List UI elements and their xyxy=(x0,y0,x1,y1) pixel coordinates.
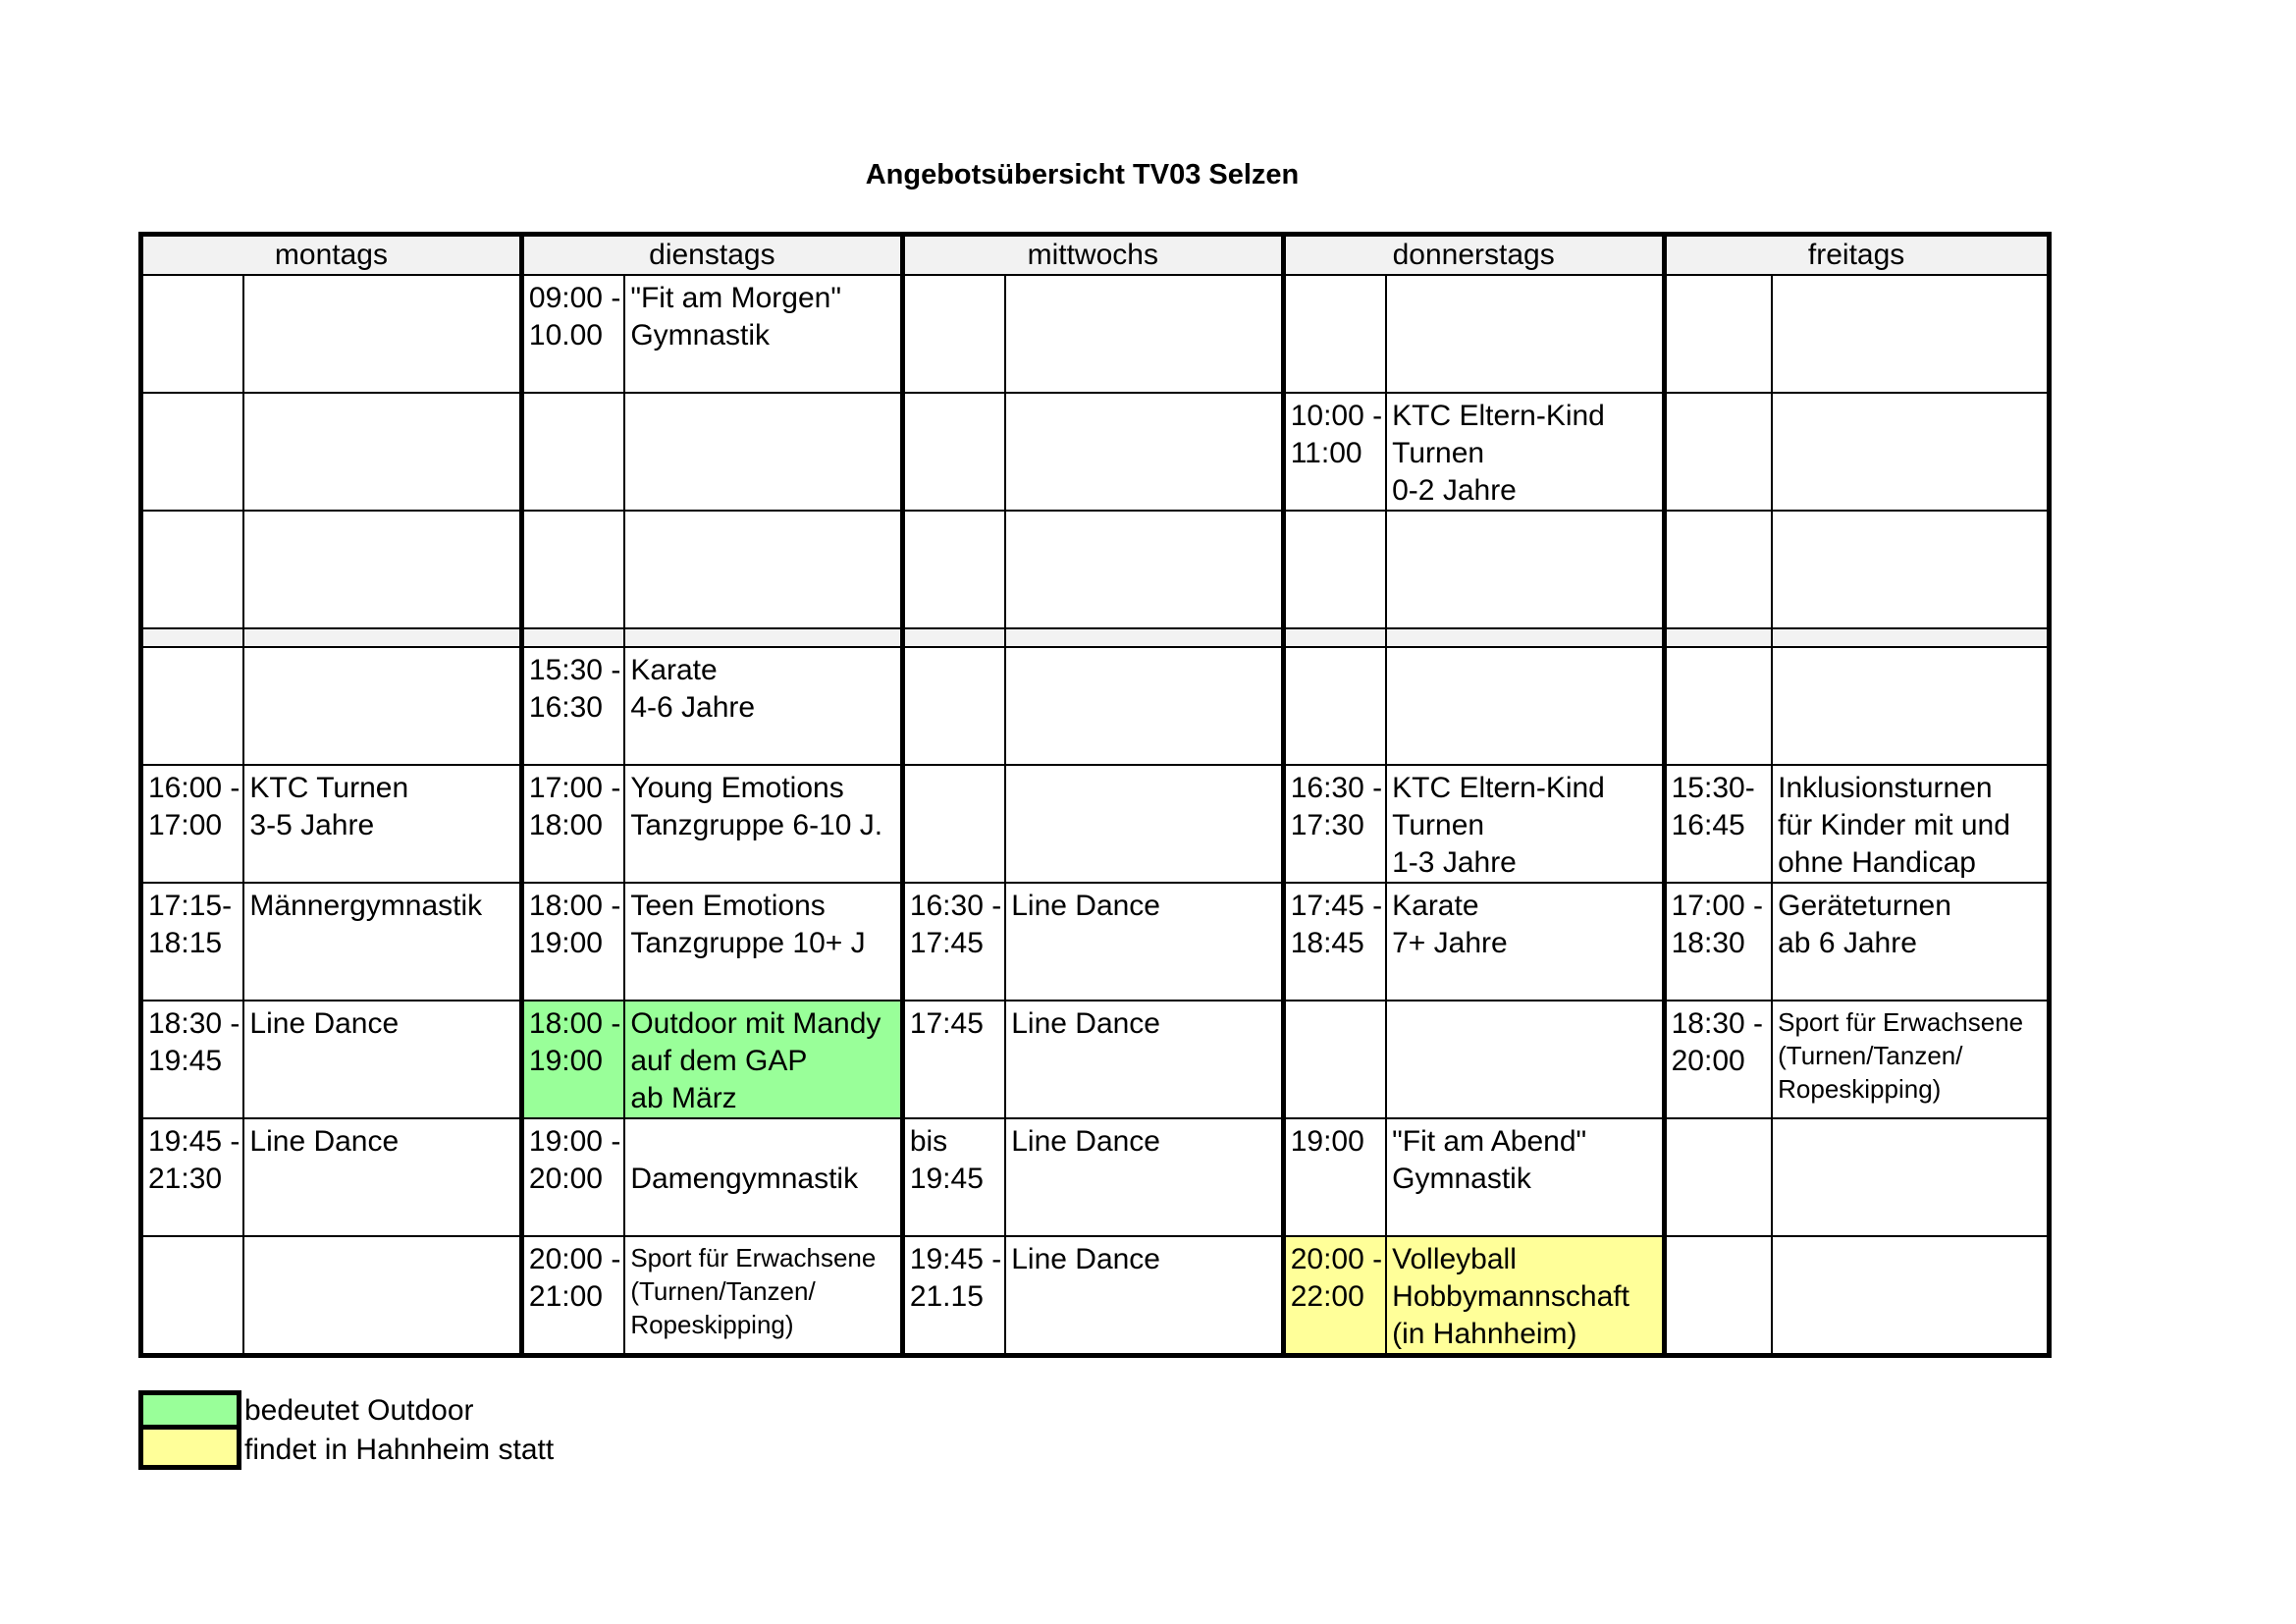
mittwochs-activity-cell xyxy=(1005,1001,1283,1118)
dienstags-time-cell xyxy=(521,1236,624,1356)
dienstags-time-cell xyxy=(521,275,624,393)
time-line: 20:00 xyxy=(1671,1045,1745,1077)
time-line: 18:15 xyxy=(148,927,223,959)
activity-line: Inklusionsturnen xyxy=(1778,772,1993,804)
schedule-row xyxy=(141,1118,2050,1236)
freitags-time-cell xyxy=(1664,393,1772,511)
day-header-montags: montags xyxy=(141,235,522,276)
time-line: 19:45 - xyxy=(148,1125,240,1158)
donnerstags-activity-cell xyxy=(1386,393,1664,511)
dienstags-activity-cell xyxy=(624,1001,902,1118)
time-line: bis xyxy=(909,1125,948,1158)
time-line: 17:00 - xyxy=(528,772,621,804)
freitags-time-cell xyxy=(1664,883,1772,1001)
activity-line: Tanzgruppe 6-10 J. xyxy=(630,809,883,841)
montags-activity-cell xyxy=(243,393,521,511)
activity-line: KTC Turnen xyxy=(249,772,409,804)
dienstags-time-cell xyxy=(521,393,624,511)
activity-line: "Fit am Abend" xyxy=(1392,1125,1587,1158)
activity-line: Turnen xyxy=(1392,437,1485,469)
spacer-cell xyxy=(1386,628,1664,647)
spacer-cell xyxy=(1005,628,1283,647)
activity-line: Männergymnastik xyxy=(249,890,483,922)
donnerstags-time-cell xyxy=(1283,1001,1386,1118)
activity-line: "Fit am Morgen" xyxy=(630,282,841,314)
mittwochs-time-cell xyxy=(902,1001,1005,1118)
dienstags-activity-cell xyxy=(624,1236,902,1356)
mittwochs-time-cell xyxy=(902,1118,1005,1236)
time-line: 22:00 xyxy=(1290,1280,1364,1313)
time-line: 15:30 - xyxy=(528,654,621,686)
mittwochs-time-cell xyxy=(902,765,1005,883)
activity-line: 0-2 Jahre xyxy=(1392,474,1517,507)
activity-line: Line Dance xyxy=(249,1125,400,1158)
activity-line: Hobbymannschaft xyxy=(1392,1280,1629,1313)
time-line: 17:15- xyxy=(148,890,233,922)
spacer-cell xyxy=(141,628,244,647)
time-line: 18:30 xyxy=(1671,927,1745,959)
legend-label-outdoor: bedeutet Outdoor xyxy=(244,1394,474,1427)
mittwochs-activity-cell xyxy=(1005,393,1283,511)
activity-line: auf dem GAP xyxy=(630,1045,808,1077)
donnerstags-activity-cell xyxy=(1386,883,1664,1001)
time-line: 19:45 xyxy=(148,1045,223,1077)
activity-line: Geräteturnen xyxy=(1778,890,1951,922)
mittwochs-activity-cell xyxy=(1005,883,1283,1001)
schedule-table xyxy=(138,232,2052,1358)
montags-time-cell xyxy=(141,1001,244,1118)
time-line: 18:00 - xyxy=(528,890,621,922)
dienstags-time-cell xyxy=(521,883,624,1001)
freitags-time-cell xyxy=(1664,647,1772,765)
spacer-cell xyxy=(902,628,1005,647)
mittwochs-time-cell xyxy=(902,511,1005,628)
dienstags-activity-cell xyxy=(624,883,902,1001)
time-line: 16:00 - xyxy=(148,772,240,804)
donnerstags-activity-cell xyxy=(1386,1001,1664,1118)
montags-activity-cell xyxy=(243,765,521,883)
montags-activity-cell xyxy=(243,1236,521,1356)
time-line: 18:45 xyxy=(1290,927,1364,959)
montags-time-cell xyxy=(141,883,244,1001)
activity-line: Sport für Erwachsene xyxy=(630,1243,877,1272)
montags-activity-cell xyxy=(243,1118,521,1236)
dienstags-activity-cell xyxy=(624,511,902,628)
activity-line: Turnen xyxy=(1392,809,1485,841)
time-line: 16:30 - xyxy=(909,890,1002,922)
page-title: Angebotsübersicht TV03 Selzen xyxy=(865,159,1300,190)
day-header-dienstags: dienstags xyxy=(521,235,902,276)
activity-line: Ropeskipping) xyxy=(630,1310,794,1339)
time-line: 19:45 xyxy=(909,1163,984,1195)
freitags-activity-cell xyxy=(1772,393,2049,511)
spacer-cell xyxy=(624,628,902,647)
montags-time-cell xyxy=(141,511,244,628)
freitags-activity-cell xyxy=(1772,1118,2049,1236)
mittwochs-time-cell xyxy=(902,647,1005,765)
dienstags-time-cell xyxy=(521,765,624,883)
spacer-cell xyxy=(1772,628,2049,647)
time-line: 10:00 - xyxy=(1290,400,1383,432)
activity-line: ab März xyxy=(630,1082,737,1114)
activity-line: für Kinder mit und xyxy=(1778,809,2010,841)
donnerstags-time-cell xyxy=(1283,883,1386,1001)
time-line: 19:00 - xyxy=(528,1125,621,1158)
donnerstags-activity-cell xyxy=(1386,511,1664,628)
schedule-row xyxy=(141,1236,2050,1356)
mittwochs-activity-cell xyxy=(1005,647,1283,765)
time-line: 17:45 - xyxy=(1290,890,1383,922)
montags-activity-cell xyxy=(243,1001,521,1118)
time-line: 10.00 xyxy=(528,319,603,352)
time-line: 21.15 xyxy=(909,1280,984,1313)
dienstags-activity-cell xyxy=(624,647,902,765)
donnerstags-activity-cell xyxy=(1386,1236,1664,1356)
mittwochs-activity-cell xyxy=(1005,511,1283,628)
freitags-activity-cell xyxy=(1772,647,2049,765)
activity-line: ab 6 Jahre xyxy=(1778,927,1917,959)
freitags-activity-cell xyxy=(1772,1001,2049,1118)
donnerstags-time-cell xyxy=(1283,511,1386,628)
activity-line xyxy=(630,1123,897,1161)
activity-line: Ropeskipping) xyxy=(1778,1074,1942,1104)
montags-activity-cell xyxy=(243,647,521,765)
activity-line: Gymnastik xyxy=(1392,1163,1531,1195)
spacer-cell xyxy=(1283,628,1386,647)
montags-activity-cell xyxy=(243,275,521,393)
activity-line: Teen Emotions xyxy=(630,890,826,922)
dienstags-activity-cell xyxy=(624,275,902,393)
mittwochs-activity-cell xyxy=(1005,1118,1283,1236)
time-line: 17:30 xyxy=(1290,809,1364,841)
time-line: 17:45 xyxy=(909,1007,984,1040)
dienstags-time-cell xyxy=(521,647,624,765)
activity-line: Gymnastik xyxy=(630,319,771,352)
montags-time-cell xyxy=(141,647,244,765)
dienstags-time-cell xyxy=(521,1118,624,1236)
time-line: 20:00 xyxy=(528,1163,603,1195)
freitags-time-cell xyxy=(1664,765,1772,883)
spacer-cell xyxy=(521,628,624,647)
freitags-time-cell xyxy=(1664,1236,1772,1356)
donnerstags-time-cell xyxy=(1283,765,1386,883)
time-line: 19:00 xyxy=(1290,1125,1364,1158)
activity-line: Karate xyxy=(1392,890,1479,922)
donnerstags-time-cell xyxy=(1283,275,1386,393)
activity-line: Young Emotions xyxy=(630,772,844,804)
donnerstags-time-cell xyxy=(1283,647,1386,765)
time-line: 17:00 xyxy=(148,809,223,841)
activity-line: Line Dance xyxy=(1011,1007,1160,1040)
day-header-row xyxy=(141,235,2050,276)
time-line: 17:00 - xyxy=(1671,890,1764,922)
donnerstags-activity-cell xyxy=(1386,275,1664,393)
freitags-activity-cell xyxy=(1772,883,2049,1001)
montags-time-cell xyxy=(141,275,244,393)
dienstags-activity-cell xyxy=(624,393,902,511)
activity-line: 7+ Jahre xyxy=(1392,927,1508,959)
time-line: 16:30 - xyxy=(1290,772,1383,804)
mittwochs-activity-cell xyxy=(1005,765,1283,883)
freitags-time-cell xyxy=(1664,1118,1772,1236)
activity-line: 3-5 Jahre xyxy=(249,809,375,841)
freitags-activity-cell xyxy=(1772,1236,2049,1356)
activity-line: KTC Eltern-Kind xyxy=(1392,400,1605,432)
time-line: 19:45 - xyxy=(909,1243,1002,1275)
activity-line: KTC Eltern-Kind xyxy=(1392,772,1605,804)
time-line: 21:00 xyxy=(528,1280,603,1313)
schedule-row xyxy=(141,393,2050,511)
mittwochs-time-cell xyxy=(902,275,1005,393)
dienstags-activity-cell xyxy=(624,765,902,883)
time-line: 19:00 xyxy=(528,1045,603,1077)
activity-line: Line Dance xyxy=(1011,1125,1160,1158)
time-line: 17:45 xyxy=(909,927,984,959)
dienstags-time-cell xyxy=(521,1001,624,1118)
mittwochs-activity-cell xyxy=(1005,1236,1283,1356)
time-line: 19:00 xyxy=(528,927,603,959)
activity-line: Outdoor mit Mandy xyxy=(630,1007,881,1040)
time-line: 16:30 xyxy=(528,691,603,724)
day-header-donnerstags: donnerstags xyxy=(1283,235,1664,276)
time-line: 21:30 xyxy=(148,1163,223,1195)
mittwochs-time-cell xyxy=(902,1236,1005,1356)
activity-line: Tanzgruppe 10+ J xyxy=(630,927,866,959)
schedule-row xyxy=(141,765,2050,883)
activity-line: 4-6 Jahre xyxy=(630,691,756,724)
mittwochs-activity-cell xyxy=(1005,275,1283,393)
activity-line: Line Dance xyxy=(1011,1243,1160,1275)
activity-line: (in Hahnheim) xyxy=(1392,1318,1577,1350)
schedule-row xyxy=(141,1001,2050,1118)
time-line: 09:00 - xyxy=(528,282,621,314)
montags-time-cell xyxy=(141,1236,244,1356)
activity-line: (Turnen/Tanzen/ xyxy=(630,1276,816,1306)
spacer-cell xyxy=(243,628,521,647)
activity-line: ohne Handicap xyxy=(1778,846,1976,879)
activity-line: Line Dance xyxy=(249,1007,400,1040)
freitags-activity-cell xyxy=(1772,511,2049,628)
schedule-row xyxy=(141,647,2050,765)
time-line: 16:45 xyxy=(1671,809,1745,841)
time-line: 18:30 - xyxy=(1671,1007,1764,1040)
schedule-spacer-row xyxy=(141,628,2050,647)
time-line: 18:00 - xyxy=(528,1007,621,1040)
time-line: 15:30- xyxy=(1671,772,1755,804)
dienstags-activity-cell xyxy=(624,1118,902,1236)
time-line: 18:00 xyxy=(528,809,603,841)
donnerstags-activity-cell xyxy=(1386,647,1664,765)
time-line: 20:00 - xyxy=(1290,1243,1383,1275)
activity-line: 1-3 Jahre xyxy=(1392,846,1517,879)
schedule-body xyxy=(141,275,2050,1356)
day-header-mittwochs: mittwochs xyxy=(902,235,1283,276)
schedule-row xyxy=(141,275,2050,393)
freitags-activity-cell xyxy=(1772,275,2049,393)
activity-line: Sport für Erwachsene xyxy=(1778,1007,2024,1037)
donnerstags-activity-cell xyxy=(1386,765,1664,883)
freitags-time-cell xyxy=(1664,1001,1772,1118)
montags-time-cell xyxy=(141,1118,244,1236)
donnerstags-time-cell xyxy=(1283,1118,1386,1236)
freitags-time-cell xyxy=(1664,275,1772,393)
legend-label-hahnheim: findet in Hahnheim statt xyxy=(244,1434,555,1466)
donnerstags-activity-cell xyxy=(1386,1118,1664,1236)
mittwochs-time-cell xyxy=(902,883,1005,1001)
donnerstags-time-cell xyxy=(1283,393,1386,511)
freitags-activity-cell xyxy=(1772,765,2049,883)
time-line: 20:00 - xyxy=(528,1243,621,1275)
montags-time-cell xyxy=(141,393,244,511)
spacer-cell xyxy=(1664,628,1772,647)
freitags-time-cell xyxy=(1664,511,1772,628)
activity-line: Damengymnastik xyxy=(630,1163,859,1195)
donnerstags-time-cell xyxy=(1283,1236,1386,1356)
montags-activity-cell xyxy=(243,511,521,628)
activity-line: Volleyball xyxy=(1392,1243,1517,1275)
day-header-freitags: freitags xyxy=(1664,235,2049,276)
activity-line: Line Dance xyxy=(1011,890,1160,922)
schedule-row xyxy=(141,883,2050,1001)
schedule-row xyxy=(141,511,2050,628)
mittwochs-time-cell xyxy=(902,393,1005,511)
legend-swatch-hahnheim xyxy=(138,1425,241,1470)
montags-activity-cell xyxy=(243,883,521,1001)
time-line: 18:30 - xyxy=(148,1007,240,1040)
activity-line: Karate xyxy=(630,654,718,686)
time-line: 11:00 xyxy=(1290,437,1362,469)
activity-line: (Turnen/Tanzen/ xyxy=(1778,1041,1963,1070)
dienstags-time-cell xyxy=(521,511,624,628)
montags-time-cell xyxy=(141,765,244,883)
